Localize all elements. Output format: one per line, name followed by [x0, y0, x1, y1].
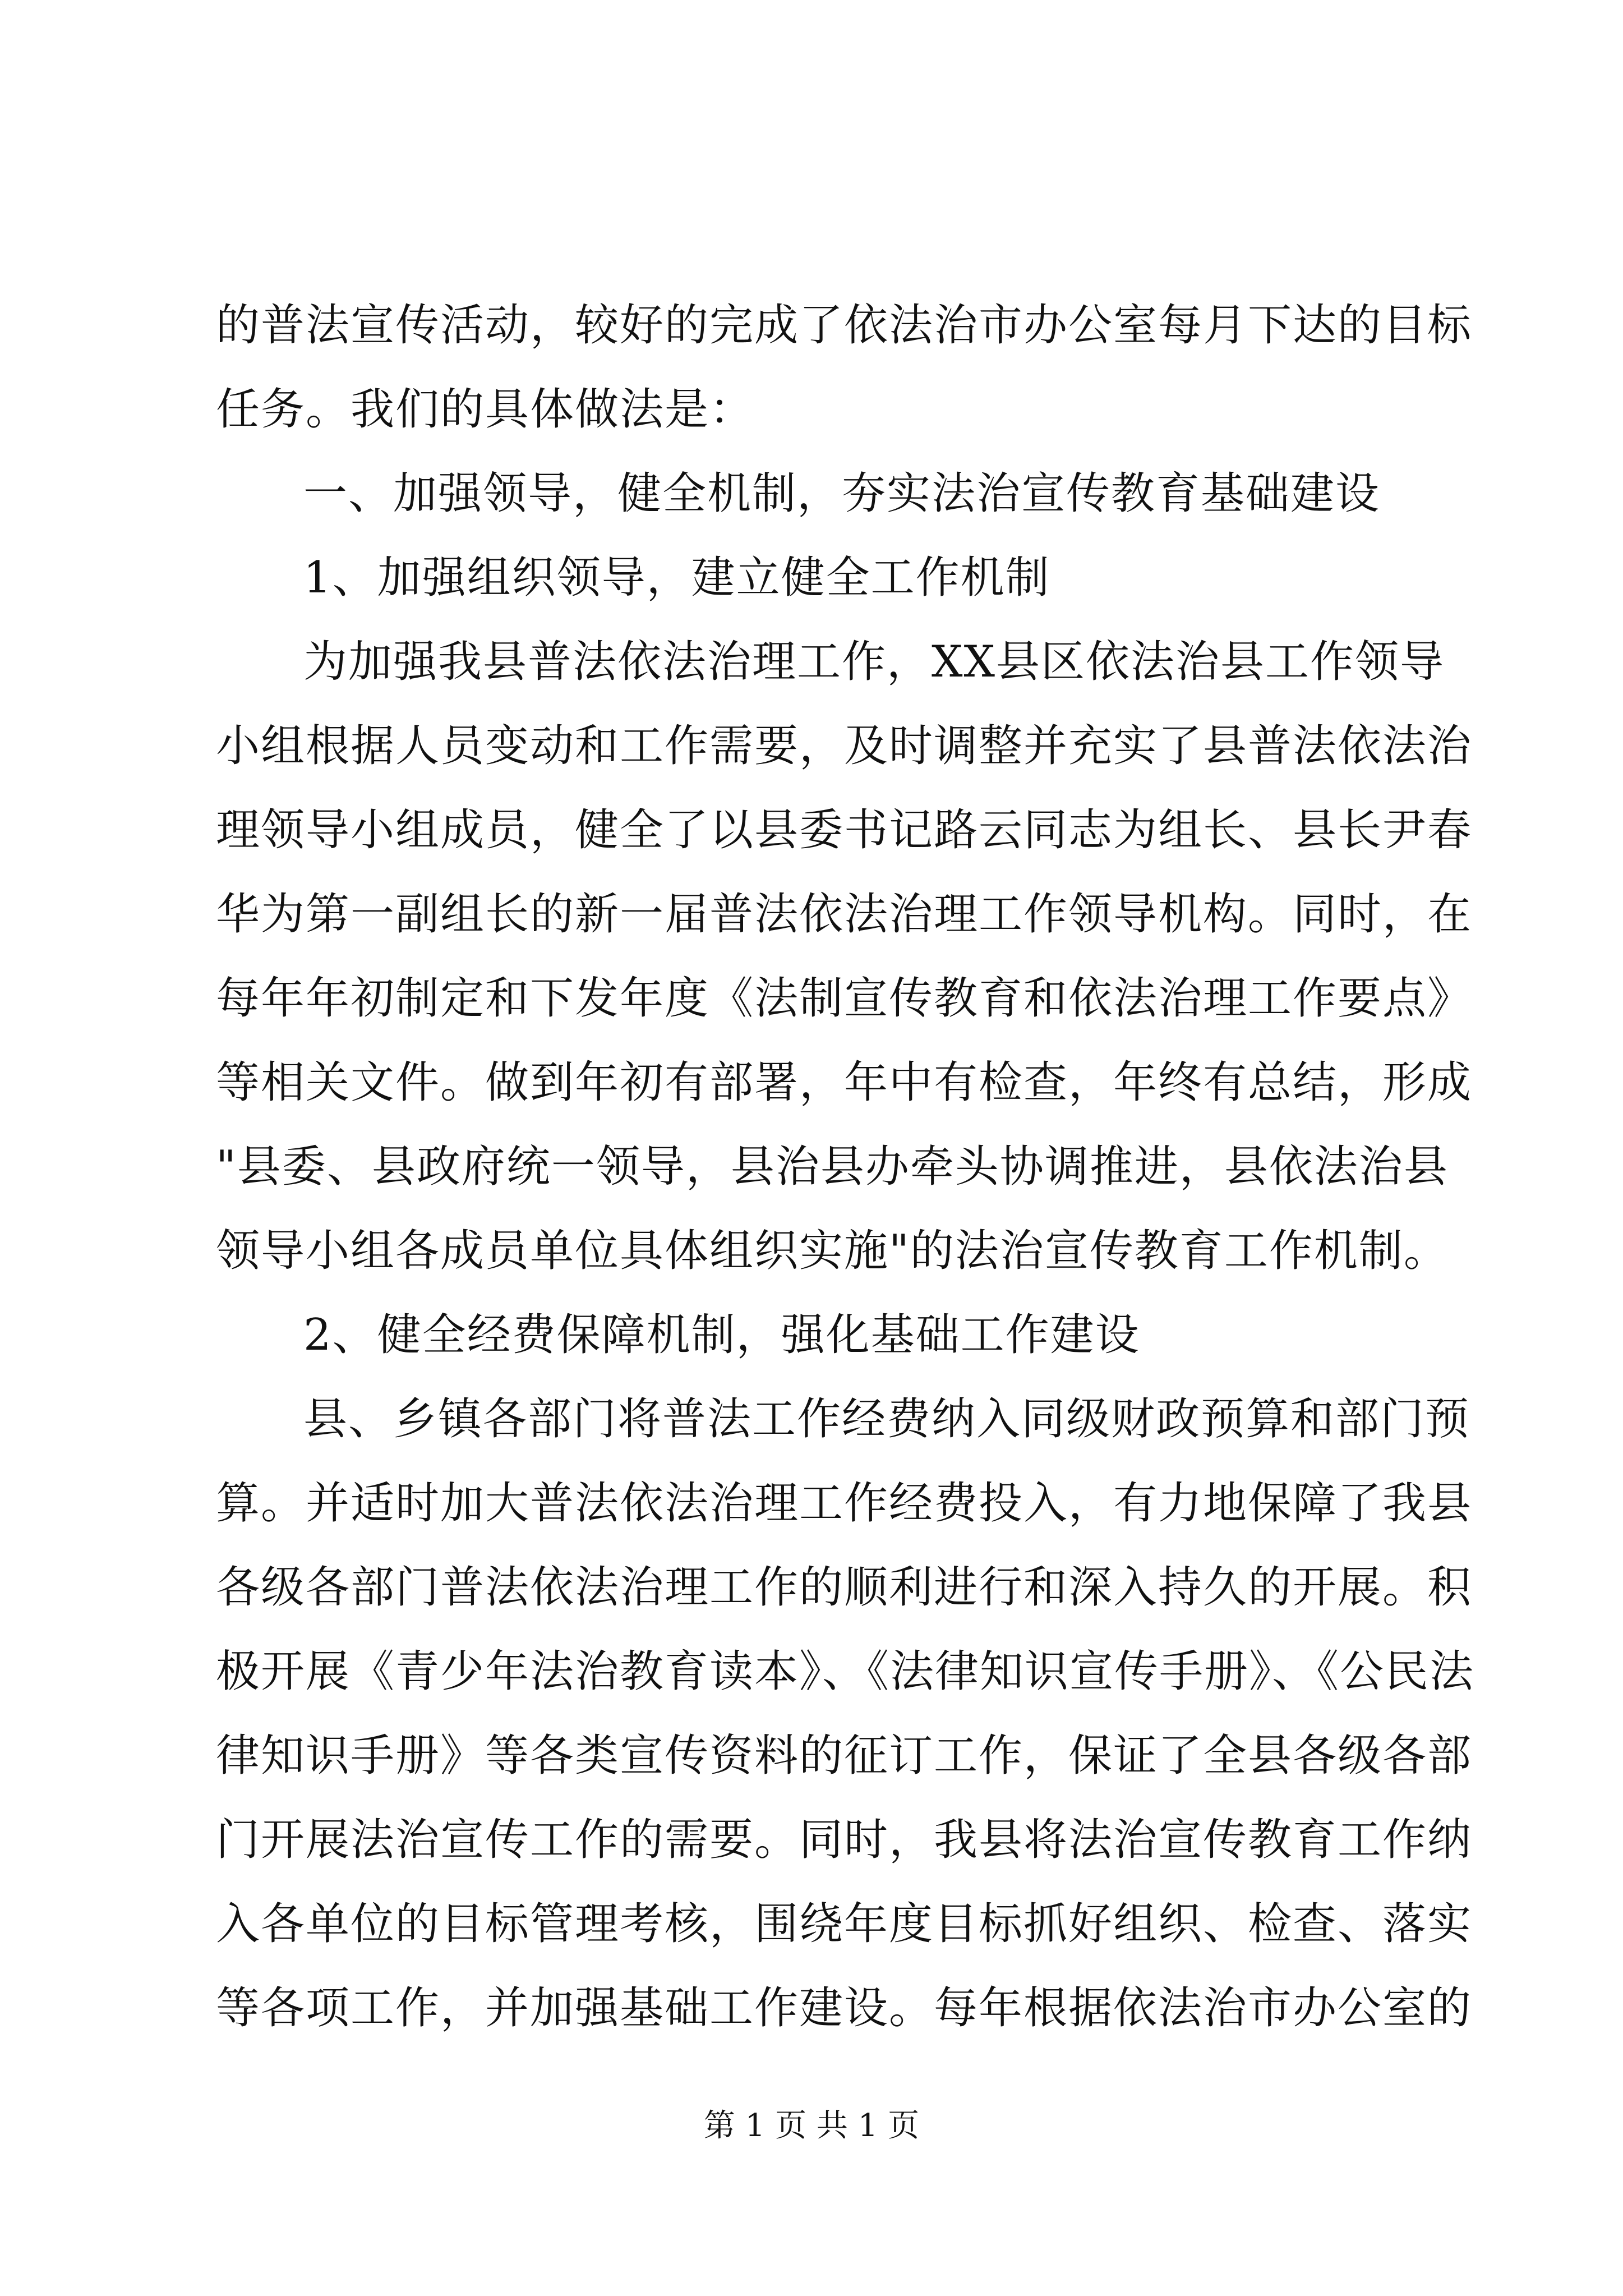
text-line-14: 县、乡镇各部门将普法工作经费纳入同级财政预算和部门预: [303, 1394, 1470, 1444]
text-line-11: "县委、县政府统一领导，县治县办牵头协调推进，县依法治县: [216, 1142, 1449, 1192]
text-line-7: 理领导小组成员，健全了以县委书记路云同志为组长、县长尹春: [216, 805, 1473, 855]
text-line-1: 的普法宣传活动，较好的完成了依法治市办公室每月下达的目标: [216, 300, 1473, 351]
subsection-heading-1: 1、加强组织领导，建立健全工作机制: [303, 553, 1050, 603]
text-line-8: 华为第一副组长的新一届普法依法治理工作领导机构。同时，在: [216, 889, 1473, 940]
subsection-heading-2: 2、健全经费保障机制，强化基础工作建设: [303, 1310, 1140, 1360]
text-line-2: 任务。我们的具体做法是：: [216, 384, 755, 435]
text-line-5: 为加强我县普法依法治理工作，XX县区依法治县工作领导: [303, 637, 1445, 687]
text-line-15: 算。并适时加大普法依法治理工作经费投入，有力地保障了我县: [216, 1478, 1473, 1529]
page-footer: [0, 2106, 1623, 2146]
text-line-12: 领导小组各成员单位具体组织实施"的法治宣传教育工作机制。: [216, 1226, 1449, 1276]
text-line-18: 律知识手册》等各类宣传资料的征订工作，保证了全县各级各部: [216, 1731, 1473, 1781]
text-line-6: 小组根据人员变动和工作需要，及时调整并充实了县普法依法治: [216, 721, 1473, 771]
section-heading: 一、加强领导，健全机制，夯实法治宣传教育基础建设: [303, 468, 1381, 519]
text-line-17: 极开展《青少年法治教育读本》、《法律知识宣传手册》、《公民法: [216, 1646, 1475, 1697]
text-line-9: 每年年初制定和下发年度《法制宣传教育和依法治理工作要点》: [216, 973, 1473, 1024]
text-line-16: 各级各部门普法依法治理工作的顺利进行和深入持久的开展。积: [216, 1562, 1473, 1613]
page-number-label: 第 1 页 共 1 页: [703, 2108, 920, 2144]
text-line-20: 入各单位的目标管理考核，围绕年度目标抓好组织、检查、落实: [216, 1899, 1473, 1949]
text-line-19: 门开展法治宣传工作的需要。同时，我县将法治宣传教育工作纳: [216, 1815, 1473, 1865]
text-line-21: 等各项工作，并加强基础工作建设。每年根据依法治市办公室的: [216, 1983, 1473, 2033]
text-line-10: 等相关文件。做到年初有部署，年中有检查，年终有总结，形成: [216, 1057, 1473, 1108]
